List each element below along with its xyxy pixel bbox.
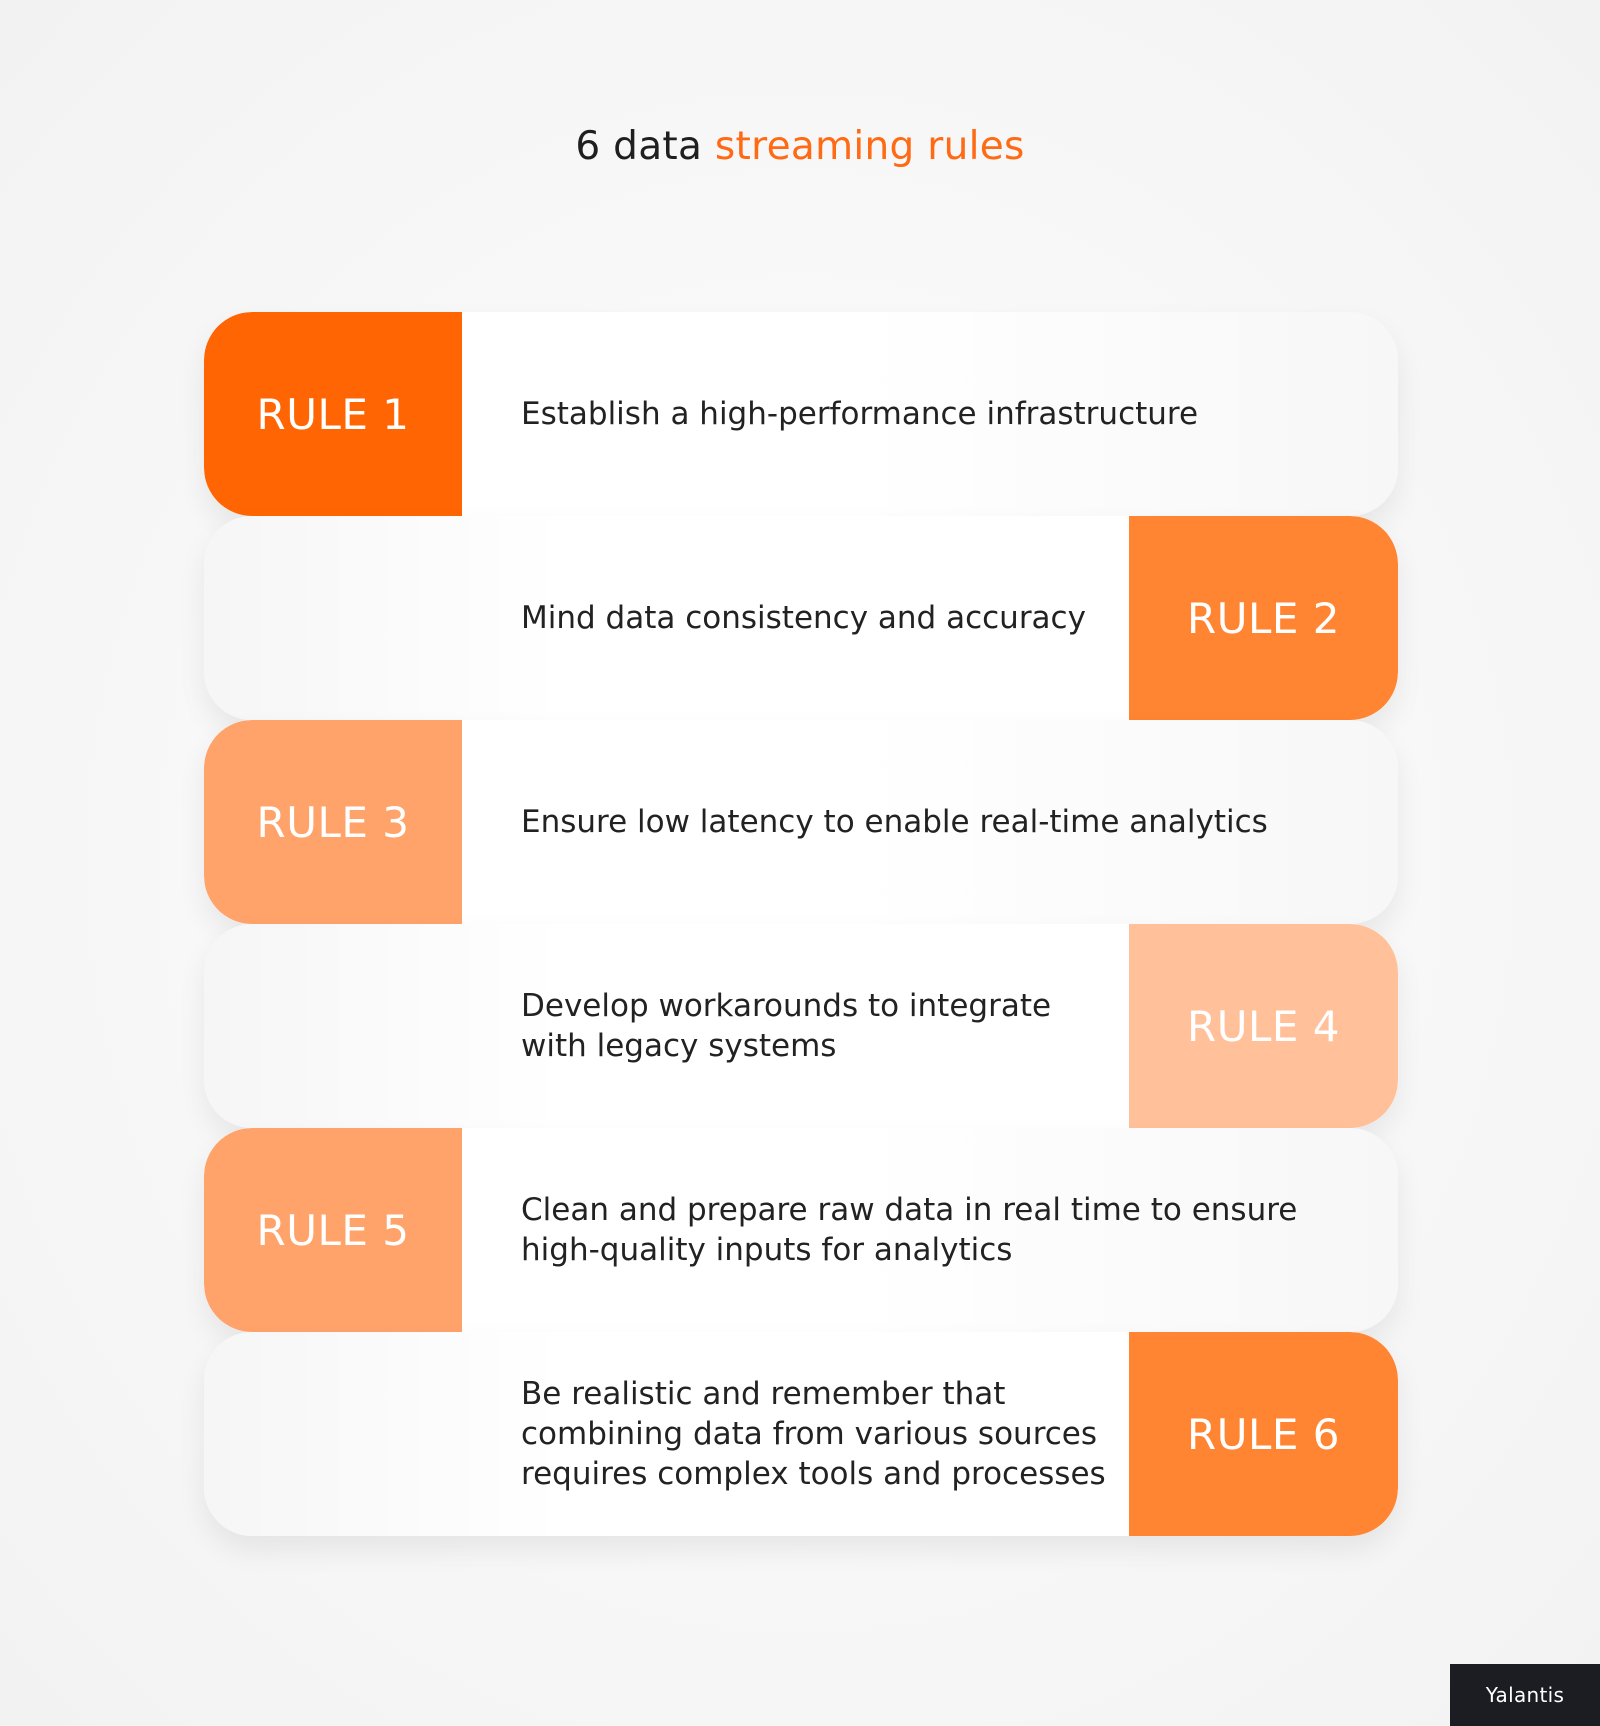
- title-part-2: streaming rules: [714, 124, 1025, 169]
- rule-card-5: [204, 1128, 1398, 1332]
- rule-tab-1: RULE 1: [204, 312, 462, 516]
- title-part-1: 6 data: [575, 124, 703, 169]
- rule-tab-6: RULE 6: [1129, 1332, 1398, 1536]
- rule-text-4: Develop workarounds to integrate with legacy systems: [521, 988, 1052, 1064]
- page-title: [0, 124, 1600, 169]
- rule-tab-2: RULE 2: [1129, 516, 1398, 720]
- rule-text-3: Ensure low latency to enable real-time analytics: [521, 804, 1268, 840]
- rule-card-3: [204, 720, 1398, 924]
- rule-card-2: [204, 516, 1398, 720]
- rule-card-6: [204, 1332, 1398, 1536]
- rule-text-1: Establish a high-performance infrastructure: [521, 396, 1199, 432]
- brand-logo: Yalantis: [1450, 1664, 1600, 1726]
- rule-card-1: [204, 312, 1398, 516]
- rule-text-6: Be realistic and remember that combining data from various sources requires complex tools and processes: [521, 1376, 1106, 1492]
- rule-tab-4: RULE 4: [1129, 924, 1398, 1128]
- rule-text-2: Mind data consistency and accuracy: [521, 600, 1086, 636]
- rule-tab-3: RULE 3: [204, 720, 462, 924]
- rule-tab-5: RULE 5: [204, 1128, 462, 1332]
- rule-card-4: [204, 924, 1398, 1128]
- rule-text-5: Clean and prepare raw data in real time to ensure high-quality inputs for analytics: [521, 1192, 1298, 1268]
